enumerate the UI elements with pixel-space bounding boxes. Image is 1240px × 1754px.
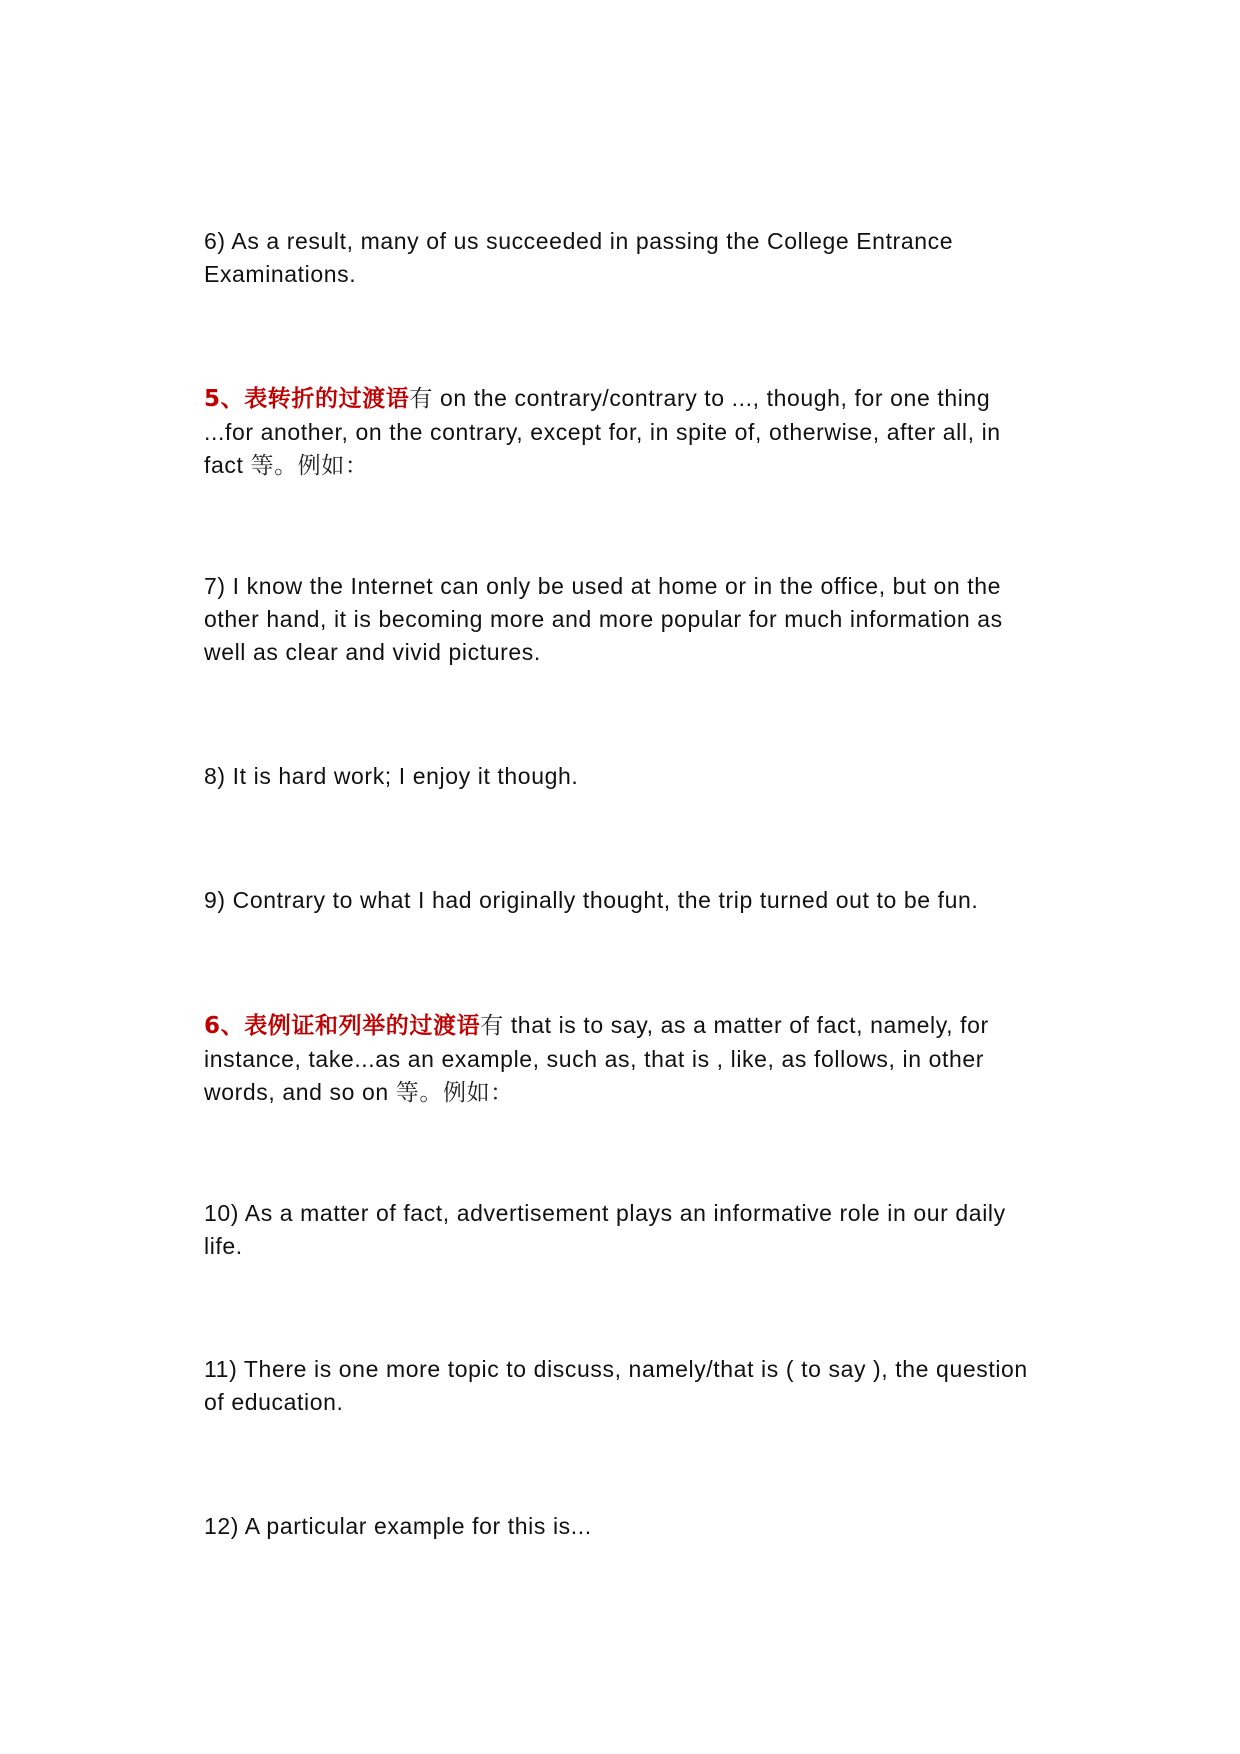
- section-6-lead: 有: [480, 1013, 504, 1039]
- example-sentence-9: 9) Contrary to what I had originally thought, the trip turned out to be fun.: [204, 887, 979, 913]
- section-6-heading: 6、表例证和列举的过渡语: [204, 1013, 481, 1039]
- section-5-transition-words: [204, 382, 1044, 483]
- section-6-word-list: that is to say, as a matter of fact, namely, for instance, take...as an example, such as, that is , like, as follows, in other words, and so on: [204, 1012, 989, 1105]
- example-sentence-10: 10) As a matter of fact, advertisement plays an informative role in our daily life.: [204, 1200, 1006, 1259]
- example-sentence-6: 6) As a result, many of us succeeded in passing the College Entrance Examinations.: [204, 228, 954, 287]
- section-5-tail: 等。例如：: [250, 453, 369, 479]
- section-6-transition-words: [204, 1009, 1044, 1110]
- section-5-word-list: on the contrary/contrary to ..., though, for one thing ...for another, on the contrary, except for, in spite of, otherwise, after all, in fact: [204, 385, 1001, 478]
- section-6-tail: 等。例如：: [395, 1080, 514, 1106]
- section-5-heading: 5、表转折的过渡语: [204, 386, 410, 412]
- example-sentence-8: 8) It is hard work; I enjoy it though.: [204, 763, 579, 789]
- example-sentence-11: 11) There is one more topic to discuss, namely/that is ( to say ), the question of education.: [204, 1356, 1028, 1415]
- example-sentence-7: 7) I know the Internet can only be used at home or in the office, but on the other hand, it is becoming more and more popular for much information as well as clear and vivid pictures.: [204, 573, 1003, 665]
- example-sentence-12: 12) A particular example for this is...: [204, 1513, 592, 1539]
- section-5-lead: 有: [409, 386, 434, 412]
